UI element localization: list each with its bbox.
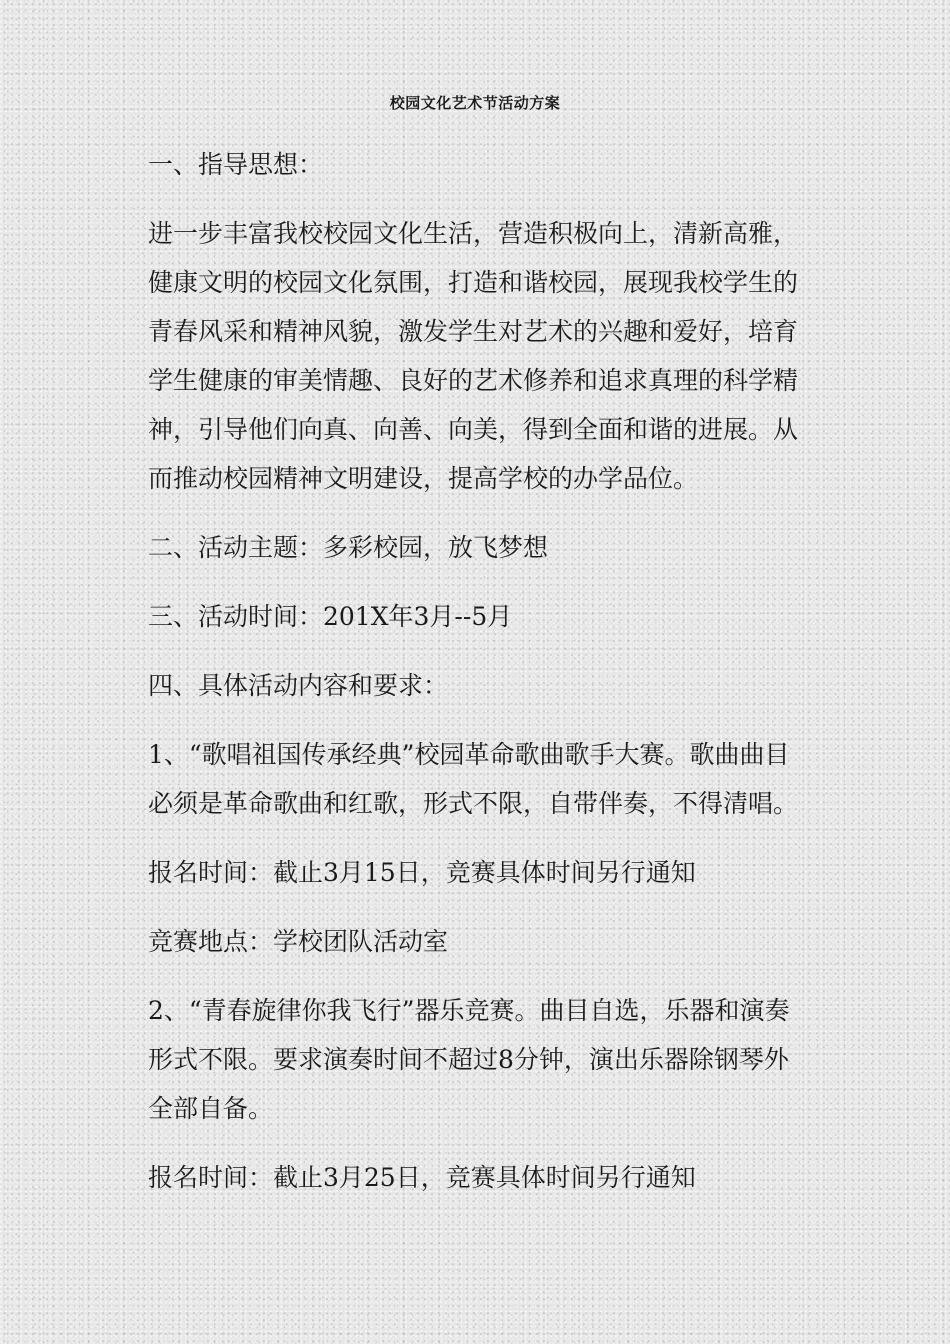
theme-line: 二、活动主题：多彩校园，放飞梦想 xyxy=(148,533,549,562)
document-body xyxy=(148,140,808,1222)
item-1: 1、“歌唱祖国传承经典”校园革命歌曲歌手大赛。歌曲曲目必须是革命歌曲和红歌，形式不限，自带伴奏，不得清唱。 xyxy=(148,740,799,818)
item-1-venue: 竞赛地点：学校团队活动室 xyxy=(148,927,449,956)
content-heading: 四、具体活动内容和要求： xyxy=(148,671,449,700)
item-2-signup: 报名时间：截止3月25日，竞赛具体时间另行通知 xyxy=(148,1163,696,1192)
item-2: 2、“青春旋律你我飞行”器乐竞赛。曲目自选，乐器和演奏形式不限。要求演奏时间不超过8分钟，演出乐器除钢琴外全部自备。 xyxy=(148,996,790,1123)
time-line: 三、活动时间：201X年3月--5月 xyxy=(148,602,513,631)
guiding-body: 进一步丰富我校校园文化生活，营造积极向上，清新高雅，健康文明的校园文化氛围，打造和谐校园，展现我校学生的青春风采和精神风貌，激发学生对艺术的兴趣和爱好，培育学生健康的审美情趣、良好的艺术修养和追求真理的科学精神，引导他们向真、向善、向美，得到全面和谐的进展。从而推动校园精神文明建设，提高学校的办学品位。 xyxy=(148,219,799,493)
document-title: 校园文化艺术节活动方案 xyxy=(389,94,561,112)
item-1-signup: 报名时间：截止3月15日，竞赛具体时间另行通知 xyxy=(148,858,696,887)
guiding-heading: 一、指导思想： xyxy=(148,150,324,179)
